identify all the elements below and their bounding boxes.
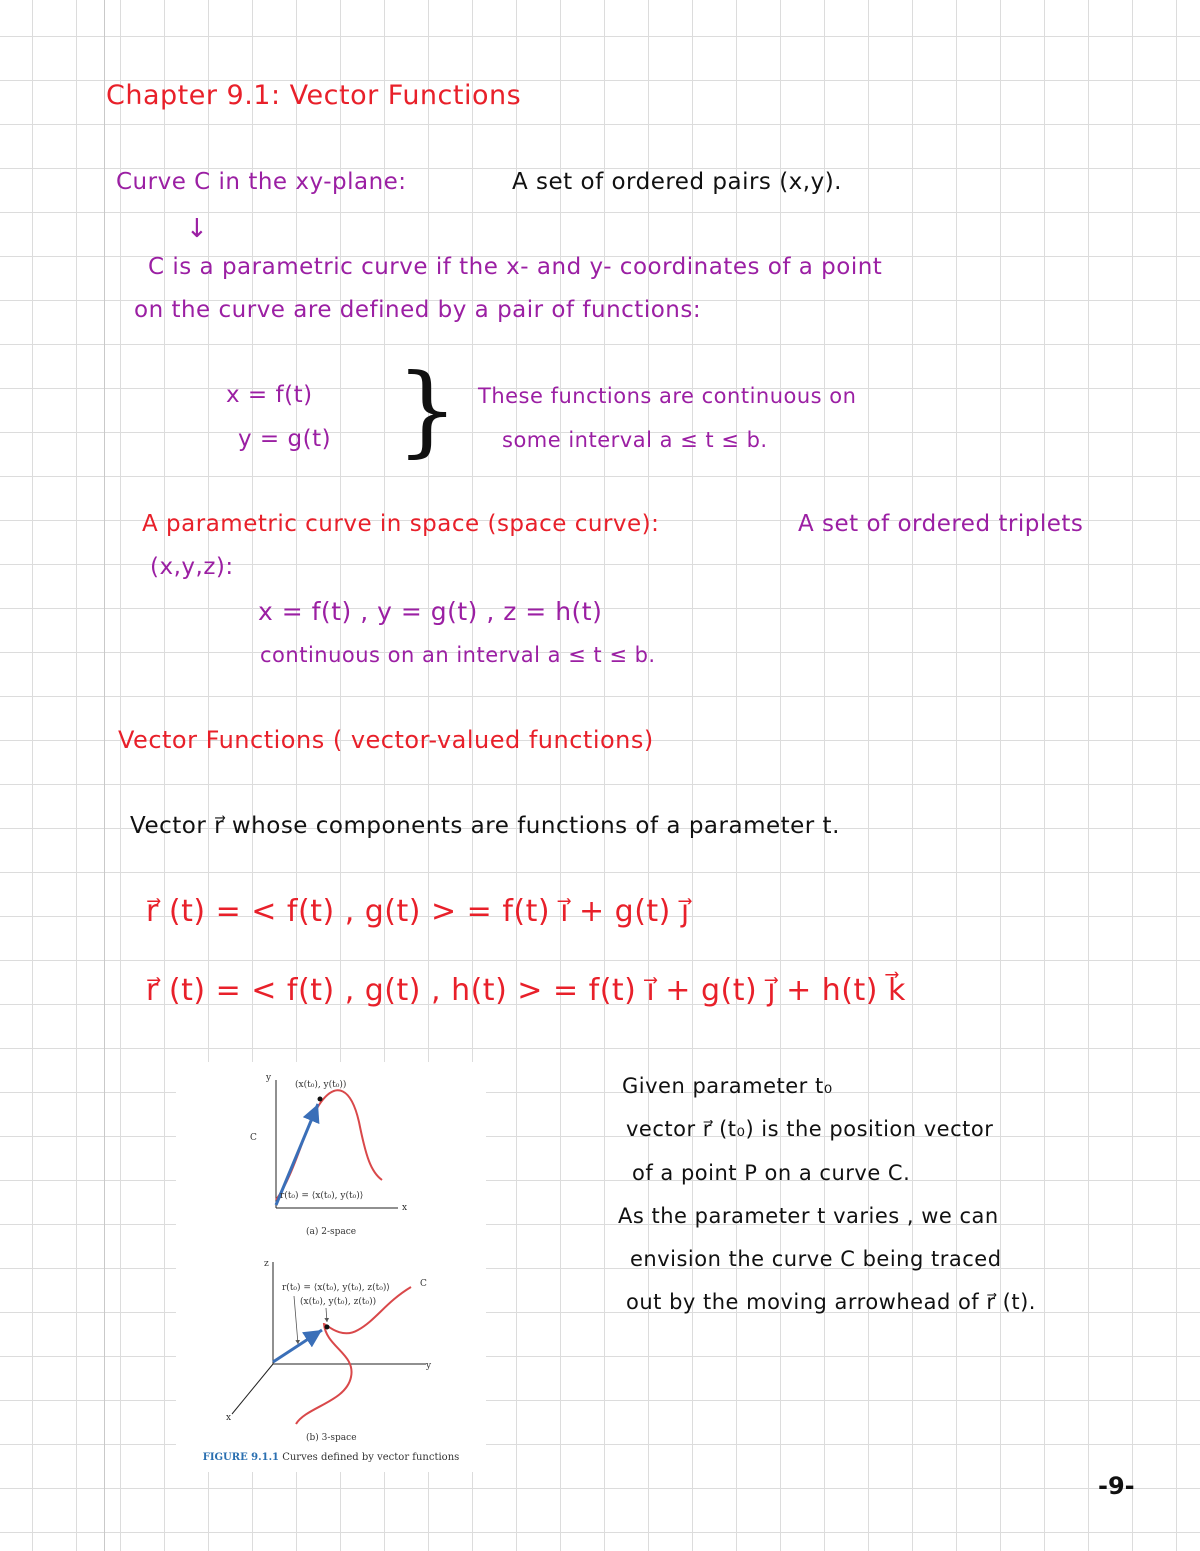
notes-line2: vector r⃗ (t₀) is the position vector — [626, 1117, 994, 1141]
notes-line1: Given parameter t₀ — [622, 1074, 833, 1098]
vector-functions-heading: Vector Functions ( vector-valued functions) — [118, 726, 654, 754]
notes-line4: As the parameter t varies , we can — [618, 1204, 999, 1228]
leader-point-3d — [326, 1308, 327, 1322]
point-3d — [325, 1325, 330, 1330]
vector-equation-2d: r⃗ (t) = < f(t) , g(t) > = f(t) i⃗ + g(t) j⃗ — [146, 894, 690, 929]
label-x-3d: x — [226, 1413, 232, 1423]
curve-2d — [276, 1090, 382, 1200]
space-curve-triplet: (x,y,z): — [150, 554, 234, 580]
curly-brace-icon: } — [396, 354, 459, 468]
down-arrow-icon: ↓ — [186, 214, 209, 244]
parametric-curve-line1: C is a parametric curve if the x- and y- coordinates of a point — [148, 254, 883, 280]
notes-line6: out by the moving arrowhead of r⃗ (t). — [626, 1290, 1036, 1314]
curve-definition-label: Curve C in the xy-plane: — [116, 169, 407, 195]
label-z-3d: z — [264, 1259, 269, 1269]
equation-y: y = g(t) — [238, 426, 332, 452]
vector-definition: Vector r⃗ whose components are functions of a parameter t. — [130, 813, 840, 839]
space-curve-continuity: continuous on an interval a ≤ t ≤ b. — [260, 643, 656, 667]
figure-svg — [176, 1062, 486, 1452]
figure-caption-text: Curves defined by vector functions — [282, 1452, 460, 1463]
space-curve-text: A set of ordered triplets — [798, 511, 1084, 537]
space-curve-equations: x = f(t) , y = g(t) , z = h(t) — [258, 597, 603, 626]
caption-2d: (a) 2-space — [306, 1227, 357, 1237]
axis-x-3d — [232, 1364, 273, 1414]
chapter-title: Chapter 9.1: Vector Functions — [106, 80, 522, 111]
continuity-line1: These functions are continuous on — [478, 384, 857, 408]
caption-3d: (b) 3-space — [306, 1433, 357, 1443]
position-vector-2d — [276, 1104, 318, 1205]
equation-x: x = f(t) — [226, 382, 313, 408]
curve-definition-text: A set of ordered pairs (x,y). — [512, 169, 842, 195]
leader-vector-3d — [294, 1296, 298, 1344]
curve-3d — [296, 1287, 411, 1424]
notebook-margin-line — [104, 0, 105, 1551]
notes-line5: envision the curve C being traced — [630, 1247, 1002, 1271]
figure-number: FIGURE 9.1.1 — [202, 1452, 280, 1463]
space-curve-label: A parametric curve in space (space curve): — [142, 511, 660, 537]
label-point-3d: (x(t₀), y(t₀), z(t₀)) — [300, 1297, 377, 1307]
label-point-2d: (x(t₀), y(t₀)) — [295, 1080, 347, 1090]
vector-equation-3d: r⃗ (t) = < f(t) , g(t) , h(t) > = f(t) i⃗ + g(t) j⃗ + h(t) k⃗ — [146, 973, 906, 1008]
notes-line3: of a point P on a curve C. — [632, 1161, 911, 1185]
page-number: -9- — [1098, 1472, 1135, 1500]
point-2d — [318, 1097, 323, 1102]
label-curve-2d: C — [250, 1133, 257, 1143]
figure-caption — [176, 1452, 486, 1463]
label-vector-2d: r(t₀) = ⟨x(t₀), y(t₀)⟩ — [280, 1191, 364, 1201]
parametric-curve-line2: on the curve are defined by a pair of functions: — [134, 297, 702, 323]
label-x-2d: x — [402, 1203, 408, 1213]
label-curve-3d: C — [420, 1279, 427, 1289]
continuity-line2: some interval a ≤ t ≤ b. — [502, 428, 768, 452]
label-y-2d: y — [266, 1073, 272, 1083]
label-y-3d: y — [426, 1361, 432, 1371]
label-vector-3d: r(t₀) = ⟨x(t₀), y(t₀), z(t₀)⟩ — [282, 1283, 390, 1293]
figure-curves-vector-functions — [176, 1062, 486, 1472]
